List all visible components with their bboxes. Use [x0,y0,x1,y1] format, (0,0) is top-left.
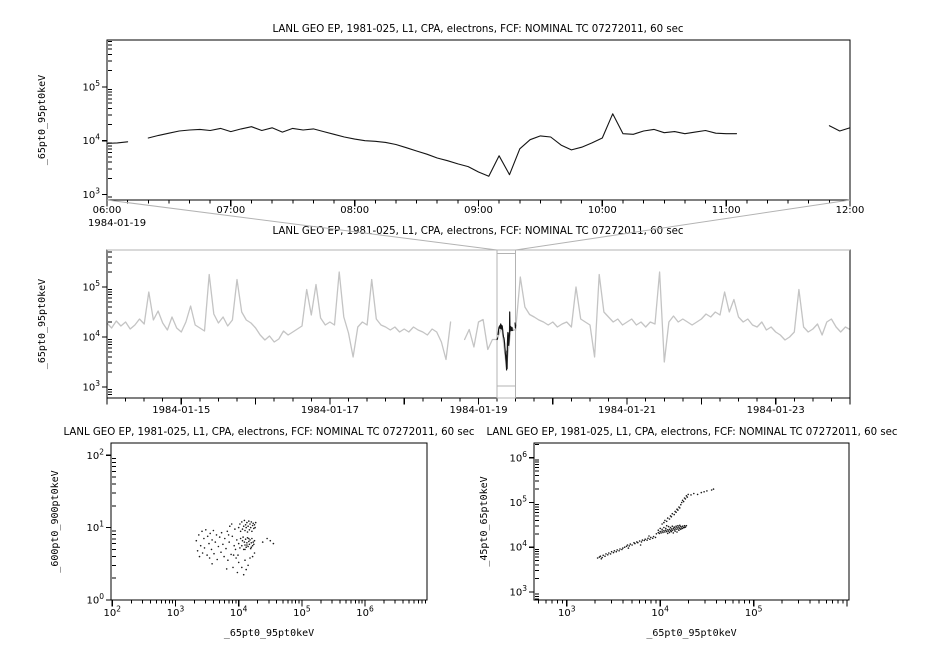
svg-text:11:00: 11:00 [711,205,741,216]
svg-text:07:00: 07:00 [216,205,246,216]
top-plot-title: LANL GEO EP, 1981-025, L1, CPA, electrons, FCF: NOMINAL TC 07272011, 60 sec [272,24,684,35]
top-timeseries-plot-series [107,114,850,177]
top-timeseries-plot-y-axis [37,41,112,201]
svg-text:1984-01-21: 1984-01-21 [598,405,657,416]
svg-text:103: $10^3$ [166,604,185,619]
scatter-right-title: LANL GEO EP, 1981-025, L1, CPA, electrons, FCF: NOMINAL TC 07272011, 60 sec [486,427,898,438]
svg-text:104: $10^4$ [651,604,669,619]
svg-text:_45pt0_65pt0keV: _45pt0_65pt0keV [479,476,490,567]
svg-text:102: $10^2$ [86,447,104,462]
scatter-left-plot-x-axis [104,600,426,639]
svg-text:105: $10^5$ [82,279,100,294]
svg-text:_65pt0_95pt0keV: _65pt0_95pt0keV [646,628,737,639]
scatter-right-plot-y-axis [479,444,539,599]
highlighted-interval-trace [497,312,515,370]
scatter-right-plot[interactable] [479,443,849,639]
svg-text:103: $10^3$ [82,379,100,394]
svg-text:104: $10^4$ [82,132,100,148]
scatter-left-plot-y-axis [50,447,116,606]
svg-text:08:00: 08:00 [340,205,370,216]
scatter-left-plot-points [196,520,275,576]
overview-plot-title: LANL GEO EP, 1981-025, L1, CPA, electrons, FCF: NOMINAL TC 07272011, 60 sec [272,226,684,237]
top-timeseries-plot-x-axis [88,200,864,229]
svg-text:1984-01-19: 1984-01-19 [449,405,508,416]
svg-text:105: $10^5$ [744,604,763,619]
overview-timeseries-plot-x-axis [107,398,850,416]
zoom-selection-box[interactable] [107,200,850,398]
overview-timeseries-plot[interactable] [37,250,850,416]
svg-text:106: $10^6$ [356,604,374,619]
svg-text:1984-01-19: 1984-01-19 [88,218,147,229]
svg-text:104: $10^4$ [229,604,248,619]
svg-text:103: $10^3$ [82,186,100,202]
svg-text:103: $10^3$ [557,604,576,619]
svg-text:106: $10^6$ [509,449,527,465]
svg-text:_600pt0_900pt0keV: _600pt0_900pt0keV [50,470,61,573]
svg-text:103: $10^3$ [509,583,527,599]
scatter-left-title: LANL GEO EP, 1981-025, L1, CPA, electrons, FCF: NOMINAL TC 07272011, 60 sec [63,427,475,438]
svg-text:100: $10^0$ [86,592,104,607]
svg-text:1984-01-23: 1984-01-23 [746,405,805,416]
svg-text:104: $10^4$ [82,329,100,344]
svg-text:_65pt0_95pt0keV: _65pt0_95pt0keV [37,74,48,166]
overview-timeseries-plot-y-axis [37,252,112,395]
svg-text:104: $10^4$ [509,539,527,554]
svg-text:1984-01-17: 1984-01-17 [300,405,359,416]
svg-text:105: $10^5$ [82,78,100,94]
svg-text:_65pt0_95pt0keV: _65pt0_95pt0keV [37,278,48,370]
svg-text:102: $10^2$ [103,604,122,619]
svg-text:_65pt0_95pt0keV: _65pt0_95pt0keV [223,628,315,639]
svg-text:09:00: 09:00 [464,205,493,216]
scatter-right-plot-points [597,488,715,559]
svg-text:105: $10^5$ [293,604,311,619]
top-timeseries-plot[interactable] [37,40,864,229]
scatter-right-plot-x-axis [539,600,848,639]
scatter-left-plot[interactable] [50,443,427,639]
svg-text:101: $10^1$ [86,519,104,535]
svg-text:105: $10^5$ [509,494,527,509]
svg-text:10:00: 10:00 [587,205,617,216]
overview-timeseries-plot-series [107,272,850,367]
svg-text:06:00: 06:00 [92,205,122,216]
svg-text:12:00: 12:00 [835,205,865,216]
svg-text:1984-01-15: 1984-01-15 [152,405,211,416]
